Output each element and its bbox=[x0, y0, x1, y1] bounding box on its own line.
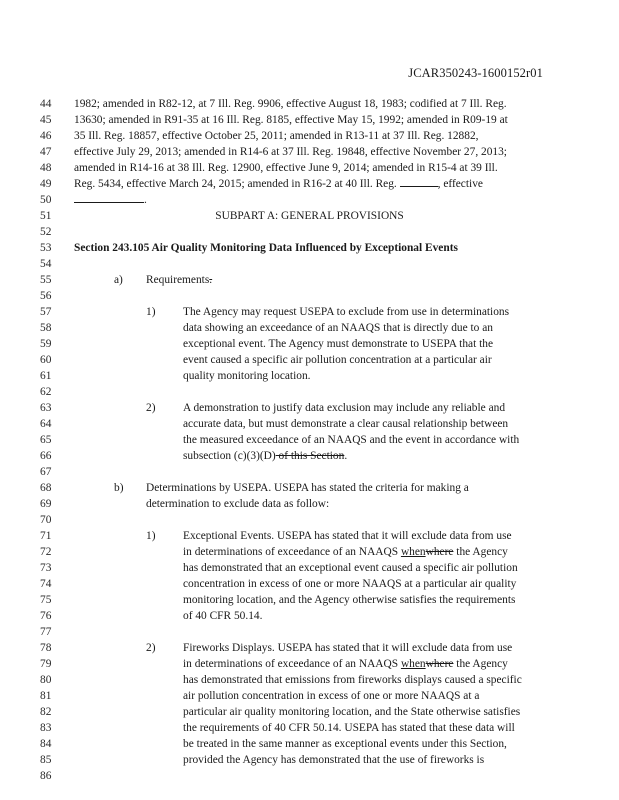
inserted-text: when bbox=[400, 658, 426, 670]
blank-effective-date bbox=[74, 192, 144, 203]
blank-register-page bbox=[400, 176, 438, 187]
document-id: JCAR350243-1600152r01 bbox=[408, 66, 543, 80]
deleted-text: of this Section bbox=[275, 450, 345, 462]
deleted-text: where bbox=[425, 546, 454, 558]
deleted-text: where bbox=[425, 658, 454, 670]
inserted-text: when bbox=[400, 546, 426, 558]
